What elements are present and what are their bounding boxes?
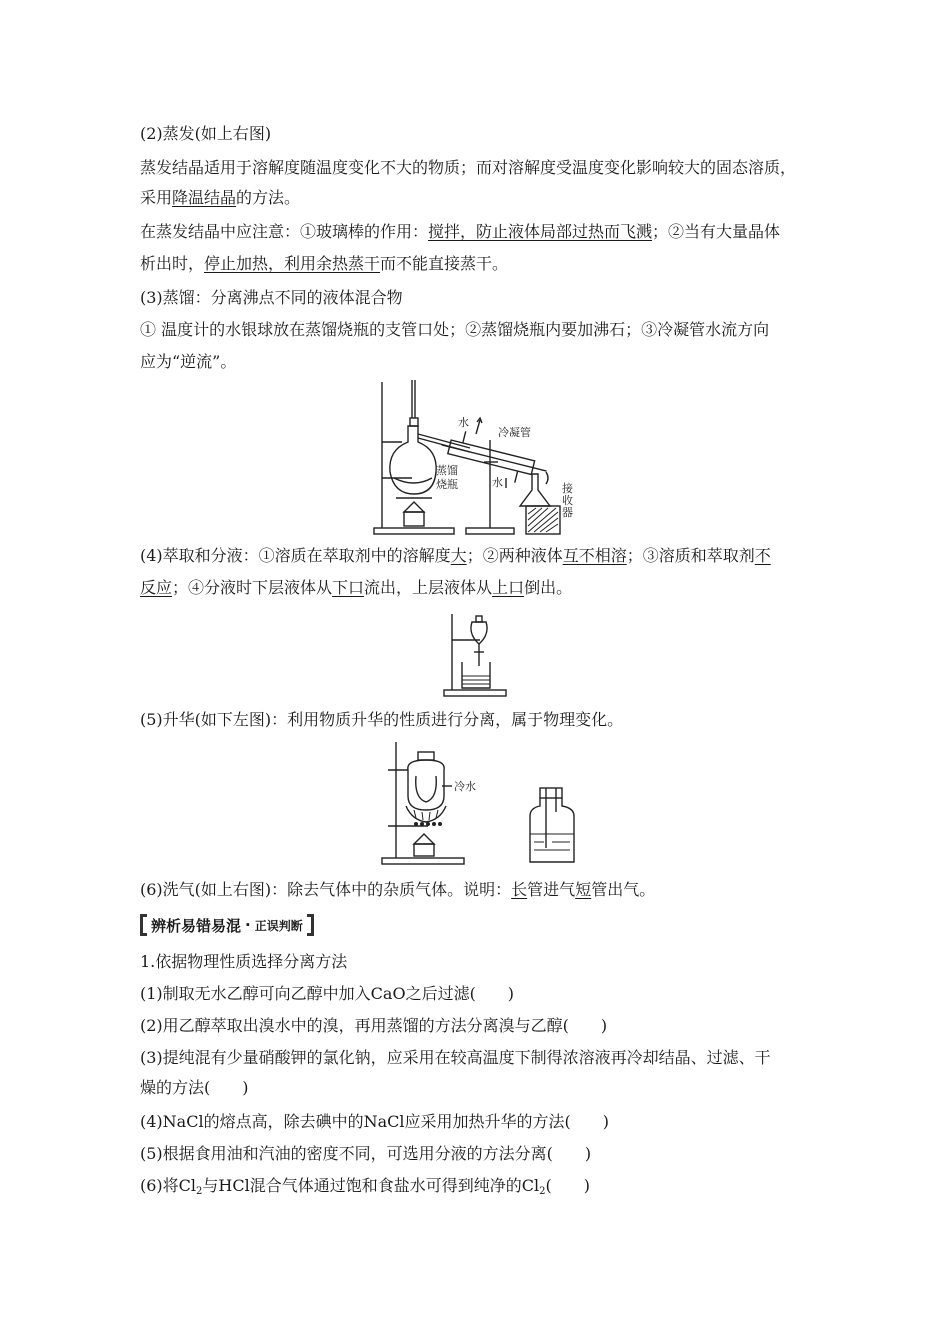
quiz-heading: 1.依据物理性质选择分离方法	[140, 952, 348, 971]
answer-blank: 停止加热，利用余热蒸干	[204, 254, 381, 273]
gas-washing-bottle-figure	[524, 786, 580, 864]
answer-blank: 长	[511, 880, 528, 899]
distillation-apparatus-figure	[370, 378, 590, 536]
answer-blank: 上口	[492, 578, 525, 597]
label-condenser: 冷凝管	[498, 426, 531, 439]
quiz-item-2: (2)用乙醇萃取出溴水中的溴，再用蒸馏的方法分离溴与乙醇( )	[140, 1016, 608, 1035]
label-receiver-2: 收	[562, 494, 573, 507]
answer-blank: 反应	[140, 578, 173, 597]
answer-blank: 不	[754, 546, 771, 565]
s2-paragraph-2a: 在蒸发结晶中应注意：①玻璃棒的作用：搅拌，防止液体局部过热而飞溅；②当有大量晶体	[140, 222, 781, 241]
s2-paragraph-2b: 析出时，停止加热，利用余热蒸干而不能直接蒸干。	[140, 254, 509, 273]
banner-subtitle: 正误判断	[254, 918, 303, 933]
label-receiver-3: 器	[562, 506, 573, 519]
s3-paragraph-2: 应为“逆流”。	[140, 352, 237, 371]
separatory-funnel-figure	[440, 610, 512, 698]
label-flask-2: 烧瓶	[436, 478, 458, 491]
s4-paragraph-1: (4)萃取和分液：①溶质在萃取剂中的溶解度大；②两种液体互不相溶；③溶质和萃取剂不	[140, 546, 771, 565]
s3-title: (3)蒸馏：分离沸点不同的液体混合物	[140, 288, 403, 307]
banner-title: 辨析易错易混	[151, 916, 242, 935]
label-receiver-1: 接	[562, 482, 573, 495]
sublimation-apparatus-figure	[378, 740, 478, 866]
answer-blank: 大	[450, 546, 467, 565]
s6-paragraph: (6)洗气(如上右图)：除去气体中的杂质气体。说明：长管进气短管出气。	[140, 880, 656, 899]
label-flask-1: 蒸馏	[436, 464, 458, 477]
quiz-item-6: (6)将$Cl_2$与HCl混合气体通过饱和食盐水可得到纯净的$Cl_2$( )	[140, 1176, 590, 1197]
answer-blank: 下口	[332, 578, 365, 597]
quiz-item-3a: (3)提纯混有少量硝酸钾的氯化钠，应采用在较高温度下制得浓溶液再冷却结晶、过滤、干	[140, 1048, 771, 1067]
quiz-item-3b: 燥的方法( )	[140, 1078, 249, 1097]
quiz-item-5: (5)根据食用油和汽油的密度不同，可选用分液的方法分离( )	[140, 1144, 592, 1163]
label-water-out: 水	[458, 416, 469, 429]
quiz-item-4: (4)NaCl的熔点高，除去碘中的NaCl应采用加热升华的方法( )	[140, 1112, 609, 1131]
s2-paragraph-1a: 蒸发结晶适用于溶解度随温度变化不大的物质；而对溶解度受温度变化影响较大的固态溶质，	[140, 158, 797, 177]
section-banner	[140, 912, 314, 938]
banner-separator: ·	[245, 916, 251, 934]
s3-paragraph-1: ① 温度计的水银球放在蒸馏烧瓶的支管口处；②蒸馏烧瓶内要加沸石；③冷凝管水流方向	[140, 320, 770, 339]
label-water-in: 水	[492, 476, 503, 489]
answer-blank: 互不相溶	[562, 546, 627, 565]
label-cold-water: 冷水	[454, 780, 476, 793]
answer-blank: 短	[575, 880, 592, 899]
s5-title: (5)升华(如下左图)：利用物质升华的性质进行分离，属于物理变化。	[140, 710, 624, 729]
s4-paragraph-2: 反应；④分液时下层液体从下口流出，上层液体从上口倒出。	[140, 578, 573, 597]
answer-blank: 降温结晶	[172, 188, 237, 207]
s2-paragraph-1b: 采用降温结晶的方法。	[140, 188, 301, 207]
quiz-item-1: (1)制取无水乙醇可向乙醇中加入CaO之后过滤( )	[140, 984, 515, 1003]
s2-title: (2)蒸发(如上右图)	[140, 124, 272, 143]
answer-blank: 搅拌，防止液体局部过热而飞溅	[428, 222, 653, 241]
